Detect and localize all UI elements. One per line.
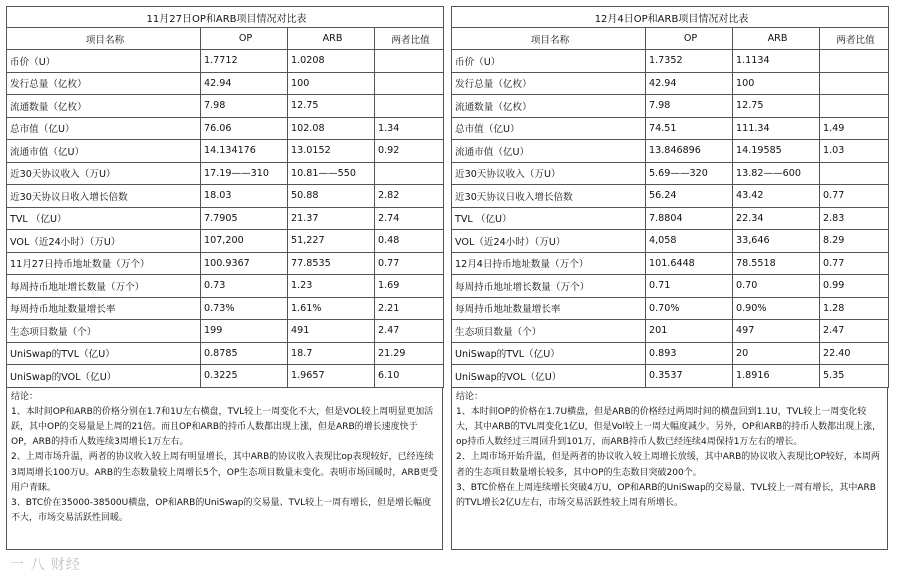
conclusion-point: 2、上周市场开始升温，但是两者的协议收入较上周增长放缓，其中ARB的协议收入表现比OP较好，本周两者的生态项目数量增长较多，其中OP的生态数目突破200个。 <box>456 452 880 478</box>
table-row <box>452 275 889 298</box>
value-cell: 7.8804 <box>646 207 733 230</box>
table-row <box>452 50 889 73</box>
value-cell: 1.34 <box>375 117 444 140</box>
conclusion-heading: 结论： <box>11 391 39 402</box>
value-cell: 13.846896 <box>646 140 733 163</box>
table-row <box>7 230 444 253</box>
value-cell: 0.77 <box>820 185 889 208</box>
value-cell: 22.34 <box>733 207 820 230</box>
value-cell: 1.7712 <box>201 50 288 73</box>
row-label-cell: 总市值（亿U） <box>7 117 201 140</box>
value-cell: 102.08 <box>288 117 375 140</box>
row-label-cell: UniSwap的TVL（亿U） <box>7 342 201 365</box>
value-cell <box>375 50 444 73</box>
table-row <box>452 252 889 275</box>
value-cell: 7.98 <box>646 95 733 118</box>
value-cell: 100 <box>733 72 820 95</box>
row-label-cell: 每周持币地址增长数量（万个） <box>452 275 646 298</box>
table-row <box>452 320 889 343</box>
value-cell: 1.28 <box>820 297 889 320</box>
value-cell: 4,058 <box>646 230 733 253</box>
value-cell: 0.48 <box>375 230 444 253</box>
table-row <box>7 342 444 365</box>
row-label-cell: 流通市值（亿U） <box>452 140 646 163</box>
value-cell: 1.23 <box>288 275 375 298</box>
left-comparison-table <box>6 6 444 388</box>
value-cell: 1.7352 <box>646 50 733 73</box>
value-cell: 2.82 <box>375 185 444 208</box>
conclusion-point: 3、BTC价在35000-38500U横盘，OP和ARB的UniSwap的交易量、TVL较上一周有增长，但是增长幅度不大，市场交易活跃性回暖。 <box>11 497 432 524</box>
table-row <box>7 50 444 73</box>
row-label-cell: VOL（近24小时）（万U） <box>7 230 201 253</box>
value-cell: 13.0152 <box>288 140 375 163</box>
table-row <box>7 297 444 320</box>
table-row <box>7 140 444 163</box>
table-row <box>452 72 889 95</box>
value-cell: 18.03 <box>201 185 288 208</box>
left-table-title: 11月27日OP和ARB项目情况对比表 <box>7 7 444 28</box>
table-row <box>7 117 444 140</box>
value-cell <box>820 72 889 95</box>
header-cell: 项目名称 <box>7 28 201 50</box>
value-cell: 12.75 <box>288 95 375 118</box>
value-cell: 0.99 <box>820 275 889 298</box>
conclusion-point: 2、上周市场升温，两者的协议收入较上周有明显增长，其中ARB的协议收入表现比op表现较好，已经连续3周周增长100万U。ARB的生态数量较上周增长5个，OP生态项目数量未变化。表明市场回暖时，ARB更受用户青睐。 <box>11 452 438 493</box>
value-cell: 0.70% <box>646 297 733 320</box>
header-cell: OP <box>646 28 733 50</box>
row-label-cell: 流通数量（亿枚） <box>7 95 201 118</box>
value-cell: 22.40 <box>820 342 889 365</box>
conclusion-point: 3、BTC价格在上周连续增长突破4万U，OP和ARB的UniSwap的交易量、TVL较上一周有增长，其中ARB的TVL增长2亿U左右，市场交易活跃性较上周有所增长。 <box>456 482 876 508</box>
value-cell <box>375 162 444 185</box>
row-label-cell: 发行总量（亿枚） <box>452 72 646 95</box>
header-cell: 两者比值 <box>375 28 444 50</box>
right-table-body <box>452 28 889 388</box>
table-row <box>7 365 444 388</box>
table-row <box>7 185 444 208</box>
value-cell: 111.34 <box>733 117 820 140</box>
value-cell: 20 <box>733 342 820 365</box>
table-row <box>7 252 444 275</box>
value-cell: 1.8916 <box>733 365 820 388</box>
row-label-cell: 发行总量（亿枚） <box>7 72 201 95</box>
value-cell: 10.81——550 <box>288 162 375 185</box>
header-cell: OP <box>201 28 288 50</box>
value-cell: 50.88 <box>288 185 375 208</box>
table-row <box>452 342 889 365</box>
value-cell: 51,227 <box>288 230 375 253</box>
table-row <box>452 365 889 388</box>
value-cell: 100.9367 <box>201 252 288 275</box>
table-row <box>452 230 889 253</box>
value-cell: 14.134176 <box>201 140 288 163</box>
value-cell: 7.7905 <box>201 207 288 230</box>
value-cell: 107,200 <box>201 230 288 253</box>
value-cell: 0.8785 <box>201 342 288 365</box>
table-row <box>452 207 889 230</box>
right-header-row <box>452 28 889 50</box>
value-cell: 8.29 <box>820 230 889 253</box>
value-cell: 0.77 <box>820 252 889 275</box>
value-cell: 497 <box>733 320 820 343</box>
value-cell: 43.42 <box>733 185 820 208</box>
row-label-cell: 近30天协议日收入增长倍数 <box>7 185 201 208</box>
value-cell: 0.893 <box>646 342 733 365</box>
row-label-cell: 近30天协议日收入增长倍数 <box>452 185 646 208</box>
value-cell: 78.5518 <box>733 252 820 275</box>
value-cell: 56.24 <box>646 185 733 208</box>
row-label-cell: TVL （亿U） <box>452 207 646 230</box>
value-cell: 17.19——310 <box>201 162 288 185</box>
value-cell: 1.03 <box>820 140 889 163</box>
value-cell: 42.94 <box>201 72 288 95</box>
value-cell: 101.6448 <box>646 252 733 275</box>
value-cell: 1.49 <box>820 117 889 140</box>
header-cell: ARB <box>288 28 375 50</box>
table-row <box>7 162 444 185</box>
right-conclusion <box>451 388 888 550</box>
value-cell: 13.82——600 <box>733 162 820 185</box>
value-cell: 0.90% <box>733 297 820 320</box>
row-label-cell: 每周持币地址数量增长率 <box>452 297 646 320</box>
right-table-title: 12月4日OP和ARB项目情况对比表 <box>452 7 889 28</box>
value-cell <box>375 72 444 95</box>
value-cell: 5.35 <box>820 365 889 388</box>
value-cell: 33,646 <box>733 230 820 253</box>
row-label-cell: VOL（近24小时）（万U） <box>452 230 646 253</box>
row-label-cell: 生态项目数量（个） <box>452 320 646 343</box>
value-cell: 74.51 <box>646 117 733 140</box>
value-cell: 14.19585 <box>733 140 820 163</box>
row-label-cell: 生态项目数量（个） <box>7 320 201 343</box>
value-cell <box>820 95 889 118</box>
row-label-cell: 每周持币地址数量增长率 <box>7 297 201 320</box>
value-cell: 0.73 <box>201 275 288 298</box>
row-label-cell: UniSwap的VOL（亿U） <box>452 365 646 388</box>
value-cell: 1.9657 <box>288 365 375 388</box>
row-label-cell: 近30天协议收入（万U） <box>452 162 646 185</box>
header-cell: 项目名称 <box>452 28 646 50</box>
table-row <box>452 162 889 185</box>
right-comparison-panel <box>451 6 888 550</box>
table-row <box>7 72 444 95</box>
table-row <box>452 95 889 118</box>
table-row <box>7 320 444 343</box>
value-cell: 491 <box>288 320 375 343</box>
value-cell: 0.73% <box>201 297 288 320</box>
row-label-cell: 币价（U） <box>452 50 646 73</box>
value-cell: 2.74 <box>375 207 444 230</box>
value-cell: 1.69 <box>375 275 444 298</box>
value-cell: 18.7 <box>288 342 375 365</box>
value-cell <box>375 95 444 118</box>
table-row <box>7 95 444 118</box>
conclusion-point: 1、本时间OP和ARB的价格分别在1.7和1U左右横盘，TVL较上一周变化不大，但是VOL较上周明显更加活跃，其中OP的交易量是上周的21倍。而且OP和ARB的持币人数都出现上涨，但是ARB的增长速度快于OP，ARB的持币人数连续3周增长1万左右。 <box>11 406 434 448</box>
value-cell: 0.71 <box>646 275 733 298</box>
value-cell: 77.8535 <box>288 252 375 275</box>
value-cell: 2.83 <box>820 207 889 230</box>
table-row <box>452 297 889 320</box>
value-cell: 6.10 <box>375 365 444 388</box>
value-cell: 12.75 <box>733 95 820 118</box>
value-cell: 199 <box>201 320 288 343</box>
table-row <box>452 140 889 163</box>
table-row <box>452 185 889 208</box>
value-cell: 1.61% <box>288 297 375 320</box>
value-cell: 21.29 <box>375 342 444 365</box>
header-cell: 两者比值 <box>820 28 889 50</box>
right-comparison-table <box>451 6 889 388</box>
row-label-cell: 总市值（亿U） <box>452 117 646 140</box>
row-label-cell: UniSwap的TVL（亿U） <box>452 342 646 365</box>
value-cell: 100 <box>288 72 375 95</box>
value-cell <box>820 162 889 185</box>
value-cell: 42.94 <box>646 72 733 95</box>
left-header-row <box>7 28 444 50</box>
value-cell: 2.47 <box>375 320 444 343</box>
value-cell: 0.92 <box>375 140 444 163</box>
header-cell: ARB <box>733 28 820 50</box>
value-cell: 1.0208 <box>288 50 375 73</box>
value-cell: 5.69——320 <box>646 162 733 185</box>
value-cell: 0.77 <box>375 252 444 275</box>
left-table-body <box>7 28 444 388</box>
row-label-cell: 每周持币地址增长数量（万个） <box>7 275 201 298</box>
table-row <box>452 117 889 140</box>
row-label-cell: UniSwap的VOL（亿U） <box>7 365 201 388</box>
left-comparison-panel <box>6 6 443 550</box>
value-cell: 21.37 <box>288 207 375 230</box>
value-cell: 7.98 <box>201 95 288 118</box>
conclusion-heading: 结论： <box>456 391 484 402</box>
value-cell: 1.1134 <box>733 50 820 73</box>
value-cell: 0.3225 <box>201 365 288 388</box>
row-label-cell: 11月27日持币地址数量（万个） <box>7 252 201 275</box>
value-cell <box>820 50 889 73</box>
row-label-cell: TVL （亿U） <box>7 207 201 230</box>
watermark: 一 八 财经 <box>10 557 81 573</box>
row-label-cell: 币价（U） <box>7 50 201 73</box>
value-cell: 2.47 <box>820 320 889 343</box>
table-row <box>7 275 444 298</box>
value-cell: 0.70 <box>733 275 820 298</box>
value-cell: 2.21 <box>375 297 444 320</box>
value-cell: 0.3537 <box>646 365 733 388</box>
value-cell: 76.06 <box>201 117 288 140</box>
value-cell: 201 <box>646 320 733 343</box>
conclusion-point: 1、本时间OP的价格在1.7U横盘，但是ARB的价格经过两周时间的横盘回到1.1U，TVL较上一周变化较大，其中ARB的TVL周变化1亿U，但是Vol较上一周大幅度减少。另外，OP和ARB的持币人数都出现上涨，op持币人数经过三周回升到101万，而ARB持币人数已经连续4周保持1万左右的增长。 <box>456 406 882 448</box>
row-label-cell: 流通市值（亿U） <box>7 140 201 163</box>
row-label-cell: 近30天协议收入（万U） <box>7 162 201 185</box>
table-row <box>7 207 444 230</box>
left-conclusion <box>6 388 443 550</box>
row-label-cell: 流通数量（亿枚） <box>452 95 646 118</box>
row-label-cell: 12月4日持币地址数量（万个） <box>452 252 646 275</box>
